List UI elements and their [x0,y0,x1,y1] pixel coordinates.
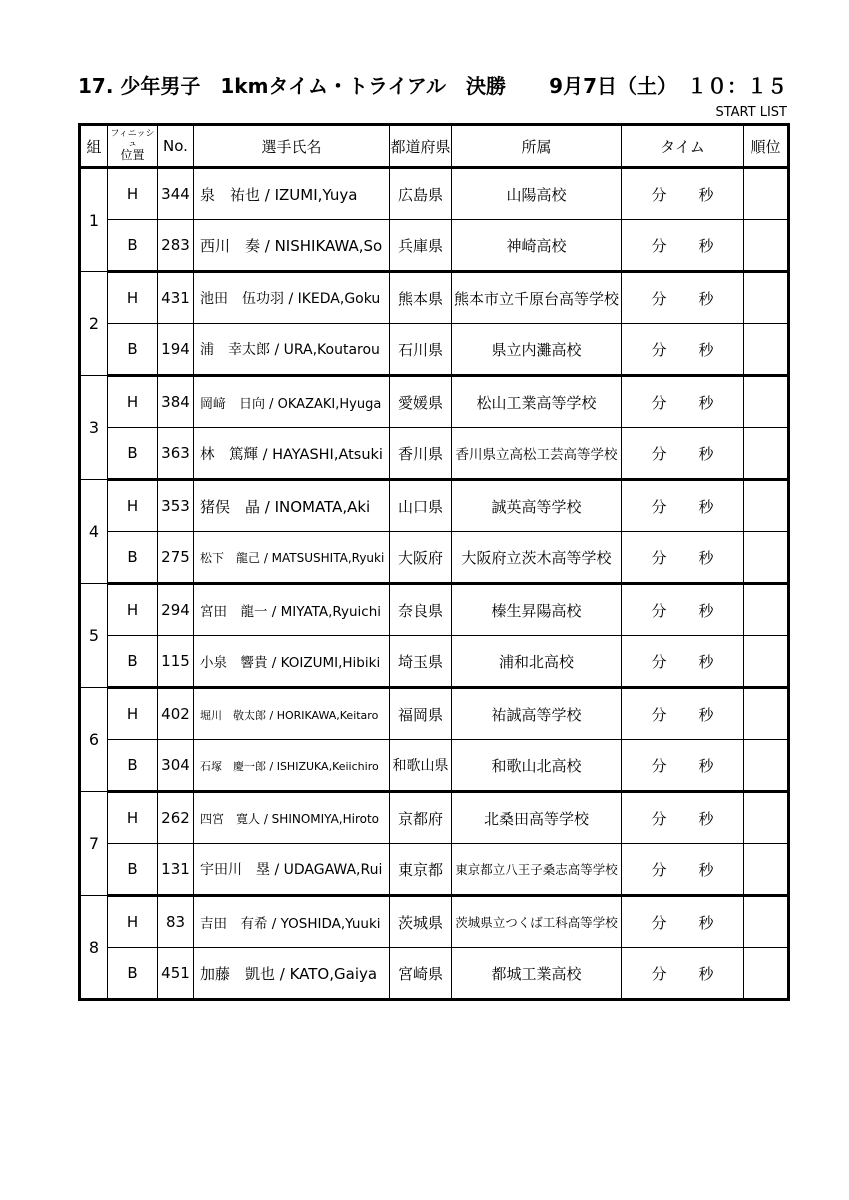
col-header-number: No. [158,125,194,168]
rank-cell [744,428,789,480]
finish-position-cell: B [108,324,158,376]
finish-position-cell: H [108,376,158,428]
rank-cell [744,792,789,844]
prefecture-cell-text: 奈良県 [397,601,443,620]
group-number-cell: 8 [80,896,108,1000]
prefecture-cell [390,740,452,792]
finish-position-cell: B [108,844,158,896]
startlist-table [78,123,790,1001]
affiliation-cell [452,844,622,896]
prefecture-cell [390,480,452,532]
col-header-finish-position [108,125,158,168]
rank-cell [744,636,789,688]
bib-number-cell: 402 [158,688,194,740]
time-seconds-label: 秒 [698,860,714,879]
prefecture-cell [390,948,452,1000]
bib-number-cell: 363 [158,428,194,480]
rank-cell [744,532,789,584]
affiliation-cell-text: 県立内灘高校 [491,340,582,359]
athlete-row [80,480,789,532]
athlete-name-cell-text: 吉田 有希 / YOSHIDA,Yuuki [200,916,381,932]
affiliation-cell [452,636,622,688]
time-placeholder [622,808,743,829]
page-title: 17. 少年男子 1kmタイム・トライアル 決勝 [78,74,507,98]
time-placeholder [622,755,743,776]
athlete-name-cell-text: 四宮 寛人 / SHINOMIYA,Hiroto [200,812,380,826]
time-minutes-label: 分 [651,809,667,828]
athlete-row [80,636,789,688]
table-header-row [80,125,789,168]
time-minutes-label: 分 [651,548,667,567]
time-minutes-label: 分 [651,652,667,671]
finish-position-cell: B [108,740,158,792]
time-placeholder [622,235,743,256]
athlete-row [80,428,789,480]
affiliation-cell-text: 香川県立高松工芸高等学校 [455,447,618,463]
time-seconds-label: 秒 [698,652,714,671]
prefecture-cell-text: 福岡県 [397,705,443,724]
time-placeholder [622,339,743,360]
bib-number-cell: 115 [158,636,194,688]
time-seconds-label: 秒 [698,705,714,724]
time-minutes-label: 分 [651,860,667,879]
time-seconds-label: 秒 [698,444,714,463]
athlete-row [80,896,789,948]
prefecture-cell [390,844,452,896]
rank-cell [744,376,789,428]
affiliation-cell-text: 浦和北高校 [498,652,574,671]
athlete-name-cell-text: 宮田 龍一 / MIYATA,Ryuichi [200,604,382,620]
group-number-cell: 5 [80,584,108,688]
bib-number-cell: 451 [158,948,194,1000]
athlete-row [80,844,789,896]
affiliation-cell [452,376,622,428]
finish-position-cell: H [108,480,158,532]
athlete-name-cell-text: 宇田川 塁 / UDAGAWA,Rui [200,862,383,878]
bib-number-cell: 194 [158,324,194,376]
time-minutes-label: 分 [651,756,667,775]
prefecture-cell [390,272,452,324]
bib-number-cell: 275 [158,532,194,584]
athlete-row [80,584,789,636]
athlete-row [80,688,789,740]
athlete-name-cell [194,740,390,792]
athlete-name-cell [194,792,390,844]
time-minutes-label: 分 [651,497,667,516]
affiliation-cell [452,428,622,480]
time-seconds-label: 秒 [698,601,714,620]
time-placeholder [622,859,743,880]
time-cell [622,272,744,324]
rank-cell [744,324,789,376]
affiliation-cell [452,792,622,844]
col-header-prefecture: 都道府県 [390,125,452,168]
time-seconds-label: 秒 [698,913,714,932]
prefecture-cell [390,532,452,584]
rank-cell [744,220,789,272]
time-cell [622,688,744,740]
time-cell [622,636,744,688]
prefecture-cell [390,324,452,376]
prefecture-cell-text: 茨城県 [397,913,443,932]
prefecture-cell [390,688,452,740]
time-cell [622,948,744,1000]
time-seconds-label: 秒 [698,497,714,516]
rank-cell [744,688,789,740]
affiliation-cell [452,740,622,792]
time-minutes-label: 分 [651,185,667,204]
time-placeholder [622,600,743,621]
athlete-name-cell-text: 林 篤輝 / HAYASHI,Atsuki [200,446,383,463]
affiliation-cell-text: 松山工業高等学校 [476,393,597,412]
athlete-name-cell-text: 堀川 敬太郎 / HORIKAWA,Keitaro [200,709,379,722]
affiliation-cell [452,532,622,584]
athlete-name-cell [194,948,390,1000]
affiliation-cell-text: 大阪府立茨木高等学校 [461,548,612,567]
athlete-row [80,324,789,376]
start-list-label: START LIST [715,105,787,120]
bib-number-cell: 131 [158,844,194,896]
rank-cell [744,948,789,1000]
time-seconds-label: 秒 [698,964,714,983]
time-seconds-label: 秒 [698,289,714,308]
athlete-name-cell-text: 石塚 慶一郎 / ISHIZUKA,Keiichiro [200,760,379,773]
time-cell [622,168,744,220]
event-datetime: 9月7日（土） １０：１５ [549,74,787,98]
athlete-name-cell [194,636,390,688]
group-number-cell: 1 [80,168,108,272]
athlete-row [80,740,789,792]
athlete-name-cell [194,168,390,220]
bib-number-cell: 353 [158,480,194,532]
rank-cell [744,896,789,948]
bib-number-cell: 294 [158,584,194,636]
prefecture-cell [390,220,452,272]
bib-number-cell: 344 [158,168,194,220]
athlete-name-cell-text: 浦 幸太郎 / URA,Koutarou [200,342,380,358]
prefecture-cell-text: 熊本県 [397,289,443,308]
finish-position-cell: H [108,168,158,220]
affiliation-cell [452,324,622,376]
col-header-finish-position-line2: 位置 [120,148,145,163]
finish-position-cell: H [108,792,158,844]
col-header-group: 組 [80,125,108,168]
time-cell [622,584,744,636]
time-cell [622,324,744,376]
athlete-row [80,792,789,844]
prefecture-cell-text: 広島県 [397,185,443,204]
bib-number-cell: 304 [158,740,194,792]
finish-position-cell: B [108,636,158,688]
time-cell [622,532,744,584]
col-header-affiliation: 所属 [452,125,622,168]
bib-number-cell: 384 [158,376,194,428]
athlete-name-cell [194,844,390,896]
title-row [78,70,787,99]
affiliation-cell-text: 都城工業高校 [491,964,582,983]
athlete-name-cell-text: 松下 龍己 / MATSUSHITA,Ryuki [200,551,385,565]
prefecture-cell-text: 愛媛県 [397,393,443,412]
time-minutes-label: 分 [651,444,667,463]
affiliation-cell-text: 和歌山北高校 [491,756,582,775]
athlete-name-cell-text: 猪俣 晶 / INOMATA,Aki [200,497,371,516]
time-minutes-label: 分 [651,705,667,724]
finish-position-cell: H [108,584,158,636]
time-minutes-label: 分 [651,340,667,359]
prefecture-cell [390,792,452,844]
time-minutes-label: 分 [651,236,667,255]
time-cell [622,740,744,792]
time-placeholder [622,651,743,672]
prefecture-cell [390,896,452,948]
finish-position-cell: H [108,896,158,948]
col-header-rank: 順位 [744,125,789,168]
athlete-name-cell [194,428,390,480]
bib-number-cell: 262 [158,792,194,844]
finish-position-cell: H [108,688,158,740]
finish-position-cell: B [108,948,158,1000]
affiliation-cell [452,948,622,1000]
athlete-name-cell [194,376,390,428]
finish-position-cell: B [108,532,158,584]
time-seconds-label: 秒 [698,393,714,412]
time-seconds-label: 秒 [698,340,714,359]
group-number-cell: 3 [80,376,108,480]
time-placeholder [622,288,743,309]
prefecture-cell [390,428,452,480]
athlete-name-cell-text: 加藤 凱也 / KATO,Gaiya [200,964,378,983]
athlete-row [80,168,789,220]
athlete-row [80,532,789,584]
time-seconds-label: 秒 [698,756,714,775]
bib-number-cell: 431 [158,272,194,324]
affiliation-cell-text: 榛生昇陽高校 [491,601,582,620]
athlete-name-cell-text: 小泉 響貴 / KOIZUMI,Hibiki [200,655,381,671]
finish-position-cell: B [108,428,158,480]
time-cell [622,376,744,428]
rank-cell [744,844,789,896]
athlete-name-cell-text: 池田 伍功羽 / IKEDA,Goku [200,291,381,307]
athlete-name-cell-text: 泉 祐也 / IZUMI,Yuya [200,185,358,204]
affiliation-cell [452,584,622,636]
bib-number-cell: 283 [158,220,194,272]
affiliation-cell-text: 祐誠高等学校 [491,705,582,724]
athlete-row [80,376,789,428]
prefecture-cell-text: 東京都 [397,860,443,879]
time-cell [622,896,744,948]
athlete-name-cell [194,272,390,324]
affiliation-cell [452,896,622,948]
prefecture-cell [390,636,452,688]
affiliation-cell-text: 東京都立八王子桑志高等学校 [455,862,618,877]
prefecture-cell-text: 京都府 [397,809,443,828]
affiliation-cell-text: 誠英高等学校 [491,497,582,516]
subtitle-row [78,105,787,120]
time-minutes-label: 分 [651,913,667,932]
athlete-name-cell-text: 西川 奏 / NISHIKAWA,So [200,236,383,255]
athlete-name-cell [194,688,390,740]
time-minutes-label: 分 [651,393,667,412]
prefecture-cell-text: 宮崎県 [397,964,443,983]
athlete-row [80,948,789,1000]
time-cell [622,792,744,844]
col-header-name: 選手氏名 [194,125,390,168]
time-placeholder [622,496,743,517]
finish-position-cell: B [108,220,158,272]
group-number-cell: 7 [80,792,108,896]
time-placeholder [622,392,743,413]
prefecture-cell [390,584,452,636]
prefecture-cell [390,168,452,220]
time-minutes-label: 分 [651,289,667,308]
affiliation-cell [452,168,622,220]
col-header-finish-position-line1: フィニッシュ [110,128,155,150]
rank-cell [744,740,789,792]
athlete-name-cell [194,584,390,636]
affiliation-cell-text: 熊本市立千原台高等学校 [453,289,619,308]
prefecture-cell-text: 香川県 [397,444,443,463]
time-cell [622,428,744,480]
rank-cell [744,584,789,636]
prefecture-cell-text: 大阪府 [397,548,443,567]
time-placeholder [622,184,743,205]
affiliation-cell [452,480,622,532]
affiliation-cell [452,220,622,272]
col-header-time: タイム [622,125,744,168]
group-number-cell: 4 [80,480,108,584]
prefecture-cell [390,376,452,428]
prefecture-cell-text: 山口県 [397,497,443,516]
rank-cell [744,168,789,220]
affiliation-cell-text: 山陽高校 [506,185,567,204]
rank-cell [744,272,789,324]
rank-cell [744,480,789,532]
time-seconds-label: 秒 [698,236,714,255]
time-placeholder [622,704,743,725]
time-seconds-label: 秒 [698,548,714,567]
athlete-name-cell-text: 岡﨑 日向 / OKAZAKI,Hyuga [200,396,382,412]
time-placeholder [622,963,743,984]
time-minutes-label: 分 [651,964,667,983]
affiliation-cell [452,688,622,740]
time-cell [622,480,744,532]
prefecture-cell-text: 埼玉県 [397,652,443,671]
prefecture-cell-text: 和歌山県 [392,758,449,774]
page-header [78,70,787,120]
time-cell [622,844,744,896]
affiliation-cell [452,272,622,324]
athlete-name-cell [194,896,390,948]
time-placeholder [622,547,743,568]
athlete-row [80,220,789,272]
bib-number-cell: 83 [158,896,194,948]
athlete-name-cell [194,532,390,584]
prefecture-cell-text: 石川県 [397,340,443,359]
time-seconds-label: 秒 [698,809,714,828]
affiliation-cell-text: 神崎高校 [506,236,567,255]
athlete-name-cell [194,480,390,532]
group-number-cell: 6 [80,688,108,792]
group-number-cell: 2 [80,272,108,376]
time-seconds-label: 秒 [698,185,714,204]
athlete-name-cell [194,324,390,376]
affiliation-cell-text: 茨城県立つくば工科高等学校 [455,915,618,930]
athlete-row [80,272,789,324]
time-minutes-label: 分 [651,601,667,620]
finish-position-cell: H [108,272,158,324]
time-cell [622,220,744,272]
athlete-name-cell [194,220,390,272]
time-placeholder [622,443,743,464]
prefecture-cell-text: 兵庫県 [397,236,443,255]
affiliation-cell-text: 北桑田高等学校 [483,809,589,828]
time-placeholder [622,912,743,933]
